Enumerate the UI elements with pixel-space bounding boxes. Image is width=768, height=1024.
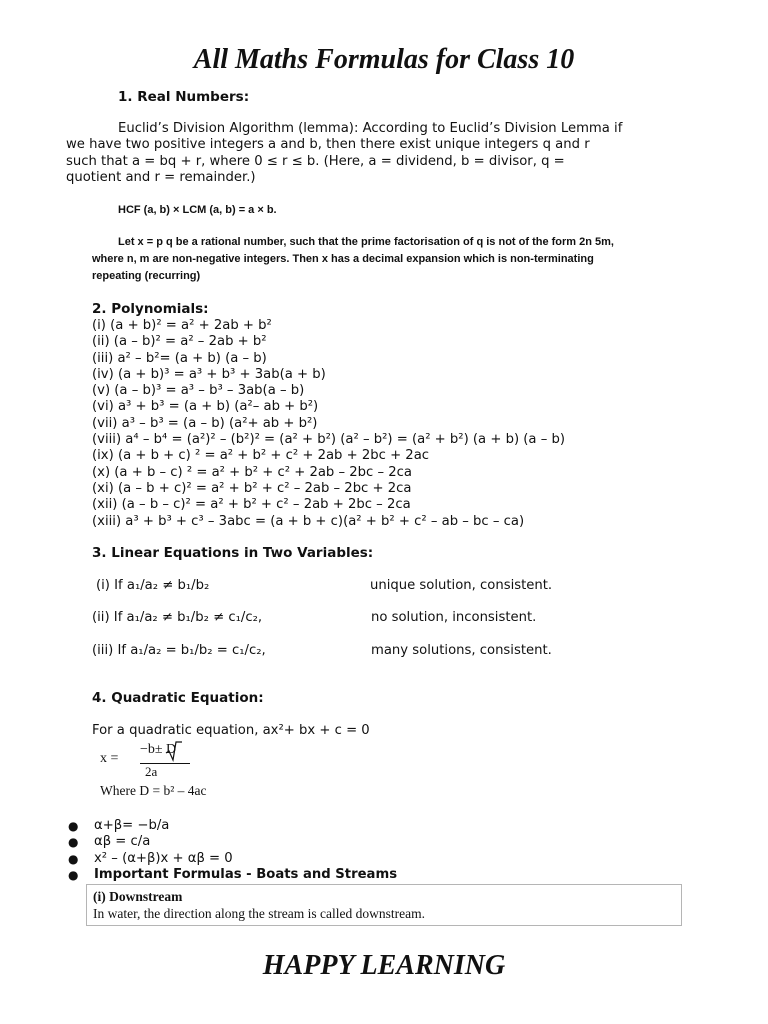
paragraph-line: we have two positive integers a and b, then there exist unique integers q and r xyxy=(66,137,590,153)
identity-item: (xii) (a – b – c)² = a² + b² + c² – 2ab + 2bc – 2ca xyxy=(92,497,411,513)
hcf-lcm-formula: HCF (a, b) × LCM (a, b) = a × b. xyxy=(118,204,277,216)
linear-result-2: no solution, inconsistent. xyxy=(371,610,537,625)
bullet-text: αβ = c/a xyxy=(94,834,151,850)
identity-item: (iii) a² – b²= (a + b) (a – b) xyxy=(92,350,267,366)
identity-item: (i) (a + b)² = a² + 2ab + b² xyxy=(92,318,272,333)
paragraph-line: where n, m are non-negative integers. Then x has a decimal expansion which is non-terminating xyxy=(92,253,594,265)
bullet-icon: ● xyxy=(68,851,79,866)
paragraph-line: quotient and r = remainder.) xyxy=(66,170,256,186)
paragraph-line: Euclid’s Division Algorithm (lemma): According to Euclid’s Division Lemma if xyxy=(118,121,623,136)
list-item xyxy=(68,851,397,867)
identity-item: (ix) (a + b + c) ² = a² + b² + c² + 2ab + 2bc + 2ac xyxy=(92,448,430,464)
identity-item: (iv) (a + b)³ = a³ + b³ + 3ab(a + b) xyxy=(92,366,326,382)
downstream-text: In water, the direction along the stream is called downstream. xyxy=(93,906,425,921)
list-item xyxy=(68,818,397,834)
list-item xyxy=(68,834,397,850)
paragraph-line: Let x = p q be a rational number, such that the prime factorisation of q is not of the form 2n 5m, xyxy=(118,236,614,248)
boats-streams-heading: Important Formulas - Boats and Streams xyxy=(94,867,398,883)
linear-condition-1: (i) If a₁/a₂ ≠ b₁/b₂ xyxy=(96,578,210,593)
quadratic-intro: For a quadratic equation, ax²+ bx + c = 0 xyxy=(92,723,370,738)
quadratic-radicand: D xyxy=(166,742,177,757)
list-item xyxy=(68,867,397,883)
section-heading-polynomials: 2. Polynomials: xyxy=(92,301,209,317)
identity-item: (xiii) a³ + b³ + c³ – 3abc = (a + b + c)(a² + b² + c² – ab – bc – ca) xyxy=(92,513,525,529)
rational-number-paragraph xyxy=(92,234,614,285)
discriminant-definition: Where D = b² – 4ac xyxy=(100,783,207,798)
bullet-icon: ● xyxy=(68,835,79,850)
section-heading-real-numbers: 1. Real Numbers: xyxy=(118,89,250,105)
polynomial-identities-list xyxy=(92,318,565,530)
identity-item: (ii) (a – b)² = a² – 2ab + b² xyxy=(92,334,267,350)
quadratic-x-label: x = xyxy=(100,751,119,766)
identity-item: (xi) (a – b + c)² = a² + b² + c² – 2ab – 2bc + 2ca xyxy=(92,480,412,496)
linear-condition-2: (ii) If a₁/a₂ ≠ b₁/b₂ ≠ c₁/c₂, xyxy=(92,610,263,625)
euclid-paragraph xyxy=(66,121,622,187)
linear-result-3: many solutions, consistent. xyxy=(371,643,552,658)
identity-item: (vii) a³ – b³ = (a – b) (a²+ ab + b²) xyxy=(92,415,318,431)
section-heading-quadratic: 4. Quadratic Equation: xyxy=(92,690,264,706)
linear-condition-3: (iii) If a₁/a₂ = b₁/b₂ = c₁/c₂, xyxy=(92,643,266,658)
identity-item: (v) (a – b)³ = a³ – b³ – 3ab(a – b) xyxy=(92,383,305,399)
page-title: All Maths Formulas for Class 10 xyxy=(193,44,575,75)
bullet-icon: ● xyxy=(68,868,79,883)
paragraph-line: repeating (recurring) xyxy=(92,270,201,282)
identity-item: (x) (a + b – c) ² = a² + b² + c² + 2ab – 2bc – 2ca xyxy=(92,464,412,480)
footer-text: HAPPY LEARNING xyxy=(262,950,506,981)
downstream-box xyxy=(86,884,682,926)
bullet-text: x² – (α+β)x + αβ = 0 xyxy=(94,850,233,866)
quadratic-bullet-list xyxy=(68,818,397,884)
linear-result-1: unique solution, consistent. xyxy=(370,578,553,593)
bullet-icon: ● xyxy=(68,819,79,833)
identity-item: (viii) a⁴ – b⁴ = (a²)² – (b²)² = (a² + b²) (a² – b²) = (a² + b²) (a + b) (a – b) xyxy=(92,432,565,448)
section-heading-linear-equations: 3. Linear Equations in Two Variables: xyxy=(92,545,374,561)
identity-item: (vi) a³ + b³ = (a + b) (a²– ab + b²) xyxy=(92,399,319,415)
paragraph-line: such that a = bq + r, where 0 ≤ r ≤ b. (Here, a = dividend, b = divisor, q = xyxy=(66,153,565,169)
bullet-text: α+β= −b/a xyxy=(94,818,170,833)
quadratic-denominator: 2a xyxy=(145,764,158,779)
quadratic-numerator: −b± xyxy=(140,742,163,757)
downstream-heading: (i) Downstream xyxy=(93,889,183,904)
